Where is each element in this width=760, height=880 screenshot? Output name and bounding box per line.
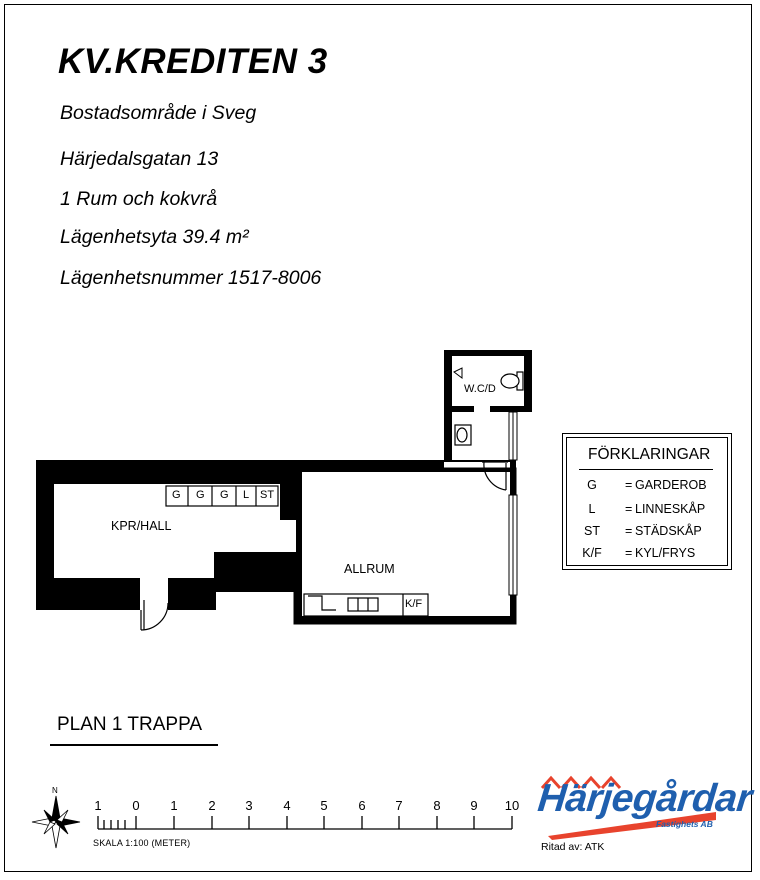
plan-level-label: PLAN 1 TRAPPA bbox=[57, 714, 203, 735]
scale-tick-label: 4 bbox=[283, 798, 291, 813]
logo-subtitle: Fastighets AB bbox=[656, 819, 713, 829]
legend-equals: = bbox=[625, 502, 633, 516]
legend-divider bbox=[579, 469, 713, 470]
storage-label: ST bbox=[260, 489, 275, 501]
plan-title: KV.KREDITEN 3 bbox=[58, 42, 328, 81]
drawn-by-credit: Ritad av: ATK bbox=[541, 841, 605, 853]
legend-symbol: G bbox=[587, 478, 597, 492]
legend-definition: GARDEROB bbox=[635, 478, 707, 492]
scale-tick-label: 10 bbox=[504, 798, 520, 813]
logo-brand-name: Härjegårdar bbox=[535, 777, 754, 820]
legend-symbol: K/F bbox=[582, 546, 602, 560]
room-label-hall: KPR/HALL bbox=[111, 519, 172, 533]
scale-tick-label: 8 bbox=[433, 798, 441, 813]
room-label-living: ALLRUM bbox=[344, 562, 395, 576]
legend-definition: STÄDSKÅP bbox=[635, 524, 702, 538]
storage-label: L bbox=[243, 489, 250, 501]
scale-bar bbox=[98, 816, 512, 829]
scale-tick-label: 1 bbox=[170, 798, 178, 813]
legend-equals: = bbox=[625, 546, 633, 560]
legend-inner-border bbox=[566, 437, 728, 566]
scale-tick-label: 9 bbox=[470, 798, 478, 813]
compass-rose-icon bbox=[32, 796, 80, 848]
scale-tick-label: 0 bbox=[132, 798, 140, 813]
company-logo bbox=[535, 767, 754, 837]
info-address: Härjedalsgatan 13 bbox=[60, 148, 219, 170]
legend-item bbox=[567, 502, 727, 522]
scale-tick-label: 1 bbox=[94, 798, 102, 813]
entry-door bbox=[141, 600, 168, 630]
legend-equals: = bbox=[625, 524, 633, 538]
legend-definition: KYL/FRYS bbox=[635, 546, 696, 560]
legend-item bbox=[567, 524, 727, 544]
scale-tick-label: 5 bbox=[320, 798, 328, 813]
legend-title: FÖRKLARINGAR bbox=[588, 446, 711, 463]
info-area: Bostadsområde i Sveg bbox=[60, 102, 257, 124]
legend-item bbox=[567, 546, 727, 566]
legend-symbol: L bbox=[588, 502, 596, 516]
info-rooms: 1 Rum och kokvrå bbox=[60, 188, 218, 210]
info-apartment-number: Lägenhetsnummer 1517-8006 bbox=[60, 267, 322, 289]
legend-box bbox=[562, 433, 732, 570]
legend-symbol: ST bbox=[584, 524, 600, 538]
compass-north-label: N bbox=[52, 786, 58, 795]
room-label-wc: W.C/D bbox=[464, 383, 496, 395]
scale-tick-label: 7 bbox=[395, 798, 403, 813]
kf-label: K/F bbox=[405, 598, 423, 610]
washbasin-icon bbox=[455, 425, 471, 445]
legend-definition: LINNESKÅP bbox=[635, 502, 706, 516]
info-living-area: Lägenhetsyta 39.4 m² bbox=[60, 226, 249, 248]
storage-label: G bbox=[196, 489, 205, 501]
scale-caption: SKALA 1:100 (METER) bbox=[93, 838, 191, 848]
scale-tick-label: 3 bbox=[245, 798, 253, 813]
storage-label: G bbox=[220, 489, 229, 501]
storage-label: G bbox=[172, 489, 181, 501]
legend-equals: = bbox=[625, 478, 633, 492]
legend-item bbox=[567, 478, 727, 498]
windows bbox=[509, 412, 517, 595]
scale-tick-label: 2 bbox=[208, 798, 216, 813]
scale-tick-label: 6 bbox=[358, 798, 366, 813]
plan-label-underline bbox=[50, 744, 218, 746]
